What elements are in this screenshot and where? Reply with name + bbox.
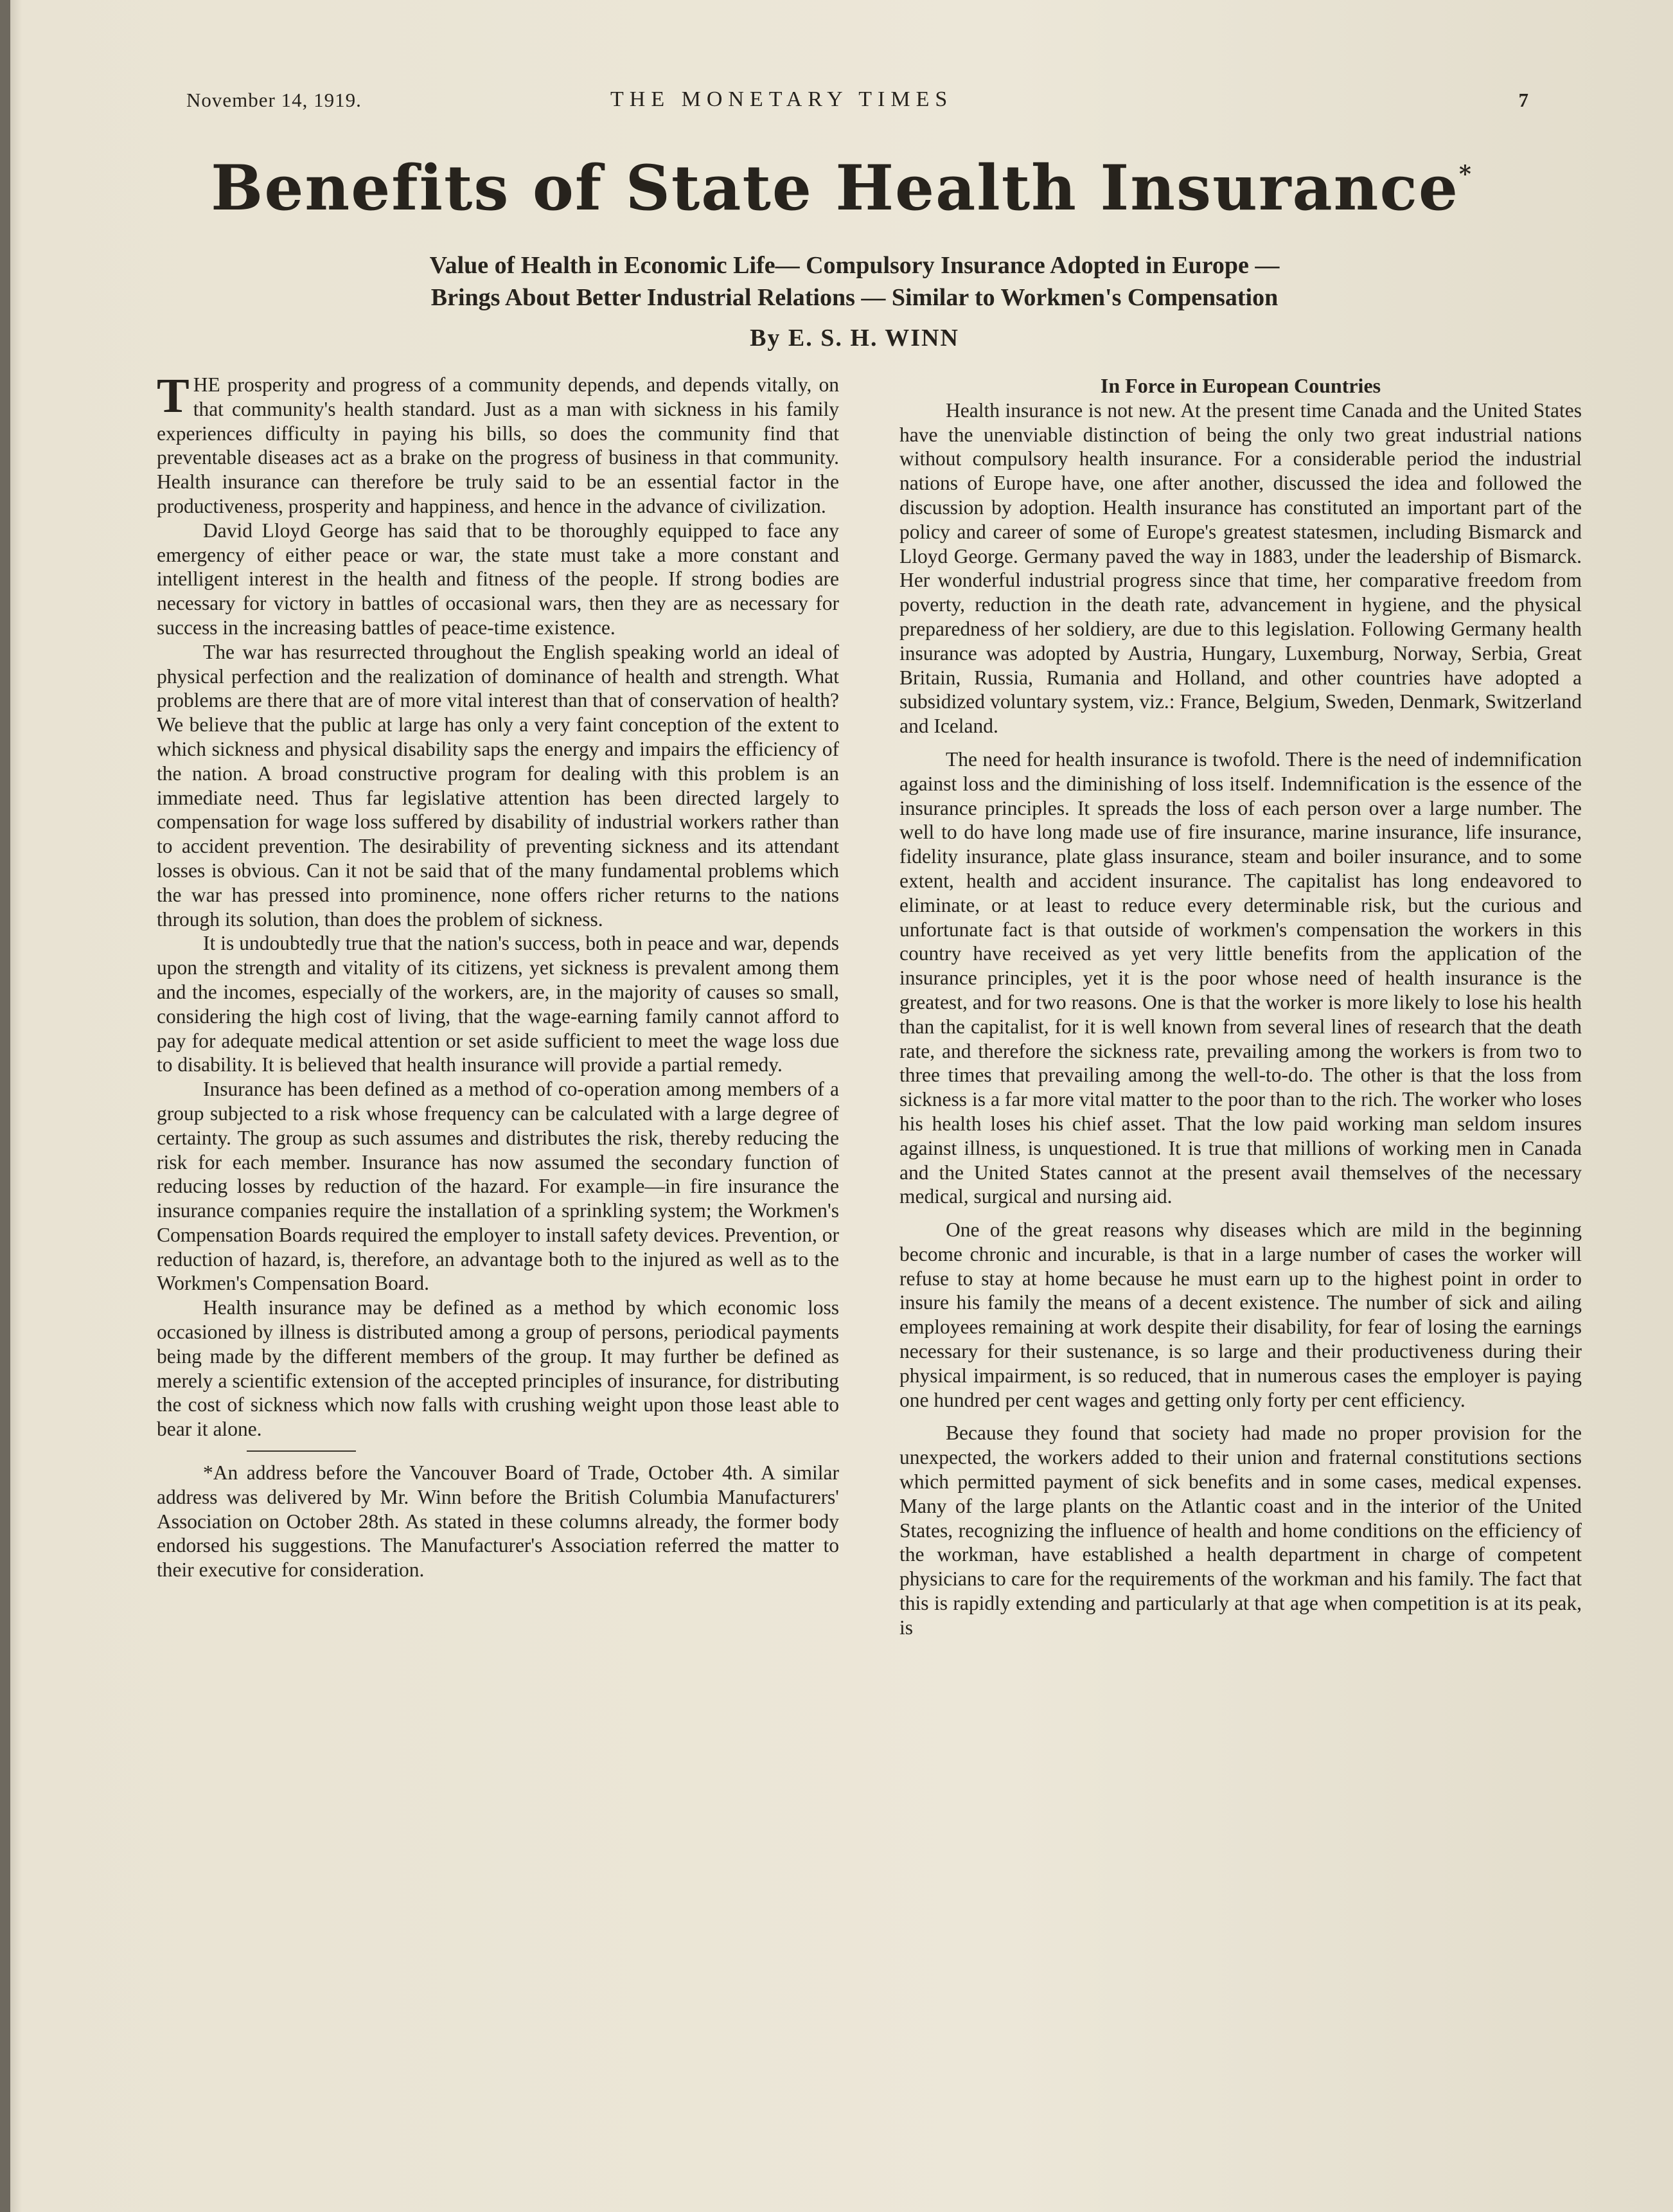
article-title-text: Benefits of State Health Insurance xyxy=(211,152,1459,224)
right-column xyxy=(899,374,1582,1640)
binding-edge xyxy=(0,0,10,2212)
drop-cap: T xyxy=(157,369,190,423)
publication-name: THE MONETARY TIMES xyxy=(610,87,953,111)
paragraph: One of the great reasons why diseases which are mild in the beginning become chronic and incurable, is that in a large number of cases the worker will refuse to stay at home because he must earn up to the highest point in order to insure his family the means of a decent existence. The number of sick and ailing employees remaining at work despite their disability, for fear of losing the earnings necessary for their sustenance, is so large and their productiveness during their physical impairment, is so reduced, that in numerous cases the employer is paying one hundred per cent wages and getting only forty per cent efficiency. xyxy=(899,1218,1582,1411)
issue-date: November 14, 1919. xyxy=(186,89,362,111)
deck-line-2: Brings About Better Industrial Relations — Similar to Workmen's Compensation xyxy=(430,284,1279,311)
footnote-text: *An address before the Vancouver Board of Trade, October 4th. A similar address was delivered by Mr. Winn before the British Columbia Manufacturers' Association on October 28th. As stated in these columns already, the former body endorsed his suggestions. The Manufacturer's Association referred the matter to their executive for consideration. xyxy=(157,1461,839,1582)
page-number: 7 xyxy=(1518,89,1529,111)
paragraph: David Lloyd George has said that to be thoroughly equipped to face any emergency of either peace or war, the state must take a more constant and intelligent interest in the health and fitness of the people. If strong bodies are necessary for victory in battles of occasional wars, then they are as necessary for success in the increasing battles of peace-time existence. xyxy=(157,519,839,639)
paragraph: It is undoubtedly true that the nation's success, both in peace and war, depends upon the strength and vitality of its citizens, yet sickness is prevalent among them and the incomes, especially of the workers, are, in the majority of causes so small, considering the high cost of living, that the wage-earning family cannot afford to pay for adequate medical attention or set aside sufficient to meet the wage loss due to disability. It is believed that health insurance will provide a partial remedy. xyxy=(157,932,839,1076)
paragraph: The need for health insurance is twofold. There is the need of indemnification against loss and the diminishing of loss itself. Indemnification is the essence of the insurance principles. It spreads the loss of each person over a large number. The well to do have long made use of fire insurance, marine insurance, life insurance, fidelity insurance, plate glass insurance, steam and boiler insurance, and to some extent, health and accident insurance. The capitalist has long endeavored to eliminate, or at least to reduce every determinable risk, but the curious and unfortunate fact is that outside of workmen's compensation the workers in this country have received as yet very little benefits from the application of the insurance principles, yet it is the poor whose need of health insurance is the greatest, and for two reasons. One is that the worker is more likely to lose his health than the capitalist, for it is well known from several lines of research that the death rate, and therefore the sickness rate, prevailing among the workers is from two to three times that prevailing among the well-to-do. The other is that the loss from sickness is a far more vital matter to the poor than to the rich. The worker who loses his health loses his chief asset. That the low paid working man seldom insures against illness, is unquestioned. It is true that millions of working men in Canada and the United States cannot at the present avail themselves of the necessary medical, surgical and nursing aid. xyxy=(899,747,1582,1208)
article-title xyxy=(90,152,1593,224)
left-column xyxy=(157,369,839,1582)
paragraph: Insurance has been defined as a method of co-operation among members of a group subjected to a risk whose frequency can be calculated with a large degree of certainty. The group as such assumes and distributes the risk, thereby reducing the risk for each member. Insurance has now assumed the secondary function of reducing losses by reduction of the hazard. For example—in fire insurance the insurance companies require the installation of a sprinkling system; the Workmen's Compensation Boards required the employer to install safety devices. Prevention, or reduction of hazard, is, therefore, an advantage both to the injured as well as to the Workmen's Compensation Board. xyxy=(157,1078,839,1295)
section-subheading: In Force in European Countries xyxy=(1100,374,1381,397)
footnote xyxy=(157,1461,839,1582)
footnote-divider xyxy=(247,1450,356,1452)
article-deck xyxy=(193,249,1516,314)
paragraph: Health insurance may be defined as a method by which economic loss occasioned by illness is distributed among a group of persons, periodical payments being made by the different members of the group. It may further be defined as merely a scientific extension of the accepted principles of insurance, for distributing the cost of sickness which now falls with crushing weight upon those least able to bear it alone. xyxy=(157,1296,839,1441)
paragraph: Because they found that society had made no proper provision for the unexpected, the workers added to their union and fraternal constitutions sections which permitted payment of sick benefits and in some cases, medical expenses. Many of the large plants on the Atlantic coast and in the interior of the United States, recognizing the influence of health and home conditions on the efficiency of the workman, have established a health department in charge of competent physicians to care for the requirements of the workman and his family. The fact that this is rapidly extending and particularly at that age when competition is at its peak, is xyxy=(899,1422,1582,1639)
paragraph-text: HE prosperity and progress of a community depends, and depends vitally, on that community's health standard. Just as a man with sickness in his family experiences difficulty in paying his bills, so does the community find that preventable diseases act as a brake on the progress of business in that community. Health insurance can therefore be truly said to be an essential factor in the productiveness, prosperity and happiness, and hence in the advance of civilization. xyxy=(157,373,839,517)
paragraph xyxy=(157,369,839,519)
title-footnote-mark: * xyxy=(1458,161,1473,188)
deck-line-1: Value of Health in Economic Life— Compulsory Insurance Adopted in Europe — xyxy=(429,252,1280,279)
paragraph: The war has resurrected throughout the English speaking world an ideal of physical perfection and the realization of dominance of health and strength. What problems are there that are of more vital interest than that of conservation of health? We believe that the public at large has only a very faint conception of the extent to which sickness and physical disability saps the energy and impairs the efficiency of the nation. A broad constructive program for dealing with this problem is an immediate need. Thus far legislative attention has been directed largely to compensation for wage loss suffered by disability of industrial workers rather than to accident prevention. The desirability of preventing sickness and its attendant losses is obvious. Can it not be said that of the many fundamental problems which the war has pressed into prominence, none offers richer returns to the nations through its solution, than does the problem of sickness. xyxy=(157,640,839,931)
paragraph: Health insurance is not new. At the present time Canada and the United States have the unenviable distinction of being the only two great industrial nations without compulsory health insurance. For a considerable period the industrial nations of Europe have, one after another, discussed the idea and followed the discussion by adoption. Health insurance has constituted an important part of the policy and career of some of Europe's greatest statesmen, including Bismarck and Lloyd George. Germany paved the way in 1883, under the leadership of Bismarck. Her wonderful industrial progress since that time, her comparative freedom from poverty, reduction in the death rate, advancement in hygiene, and the physical preparedness of her soldiery, are due to this legislation. Following Germany health insurance was adopted by Austria, Hungary, Luxemburg, Norway, Serbia, Great Britain, Russia, Rumania and Holland, and other countries have adopted a subsidized voluntary system, viz.: France, Belgium, Sweden, Denmark, Switzerland and Iceland. xyxy=(899,398,1582,738)
running-head xyxy=(186,89,1529,117)
byline: By E. S. H. WINN xyxy=(750,325,959,352)
